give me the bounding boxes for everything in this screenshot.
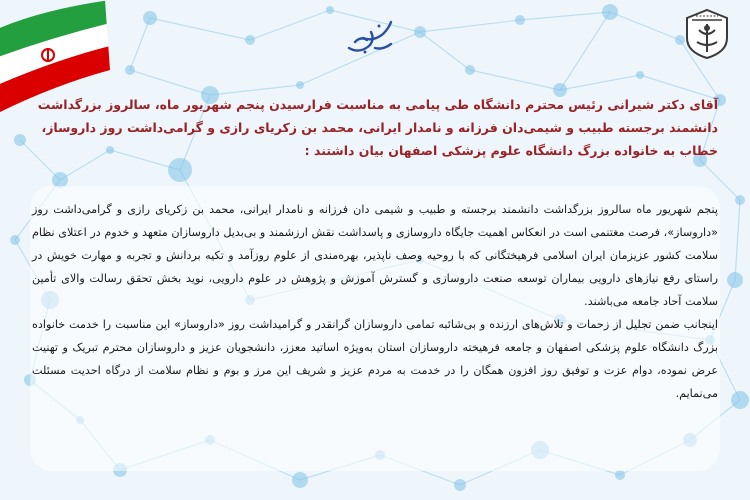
network-link: [470, 70, 560, 90]
network-node: [125, 65, 135, 75]
network-node: [727, 272, 743, 288]
network-node: [143, 11, 157, 25]
network-link: [560, 75, 640, 90]
message-paragraph: پنجم شهریور ماه سالروز بزرگداشت دانشمند برجسته و طبیب و شیمی دان فرزانه و نامدار ایرانی، محمد بن زکریای رازی و گرامی‌داشت روز «داروساز»، فرصت مغتنمی است در انعکاس اهمیت جایگاه داروسازی و پاسداشت نقش ارزشمند و بی‌بدیل داروسازان متعهد و خدوم در اعتلای نظام سلامت کشور عزیزمان ایران اسلامی فرهیختگانی که با روحیه وصف ناپذیر، بهره‌مندی از علوم روزآمد و تکیه بردانش و تجربه و مهارت خویش در راستای رفع نیازهای دارویی بیماران توسعه صنعت داروسازی و گسترش آموزش و پژوهش در علوم دارویی، نوید بخش تحقق رسالت والای تأمین سلامت آحاد جامعه می‌باشند.: [32, 203, 718, 308]
network-node: [636, 71, 644, 79]
network-node: [292, 472, 308, 488]
network-node: [602, 4, 618, 20]
university-emblem-icon: [682, 8, 732, 60]
network-link: [130, 18, 150, 70]
network-node: [615, 470, 625, 480]
network-node: [735, 195, 745, 205]
message-paragraph: اینجانب ضمن تجلیل از زحمات و تلاش‌های ارزنده و بی‌شائبه تمامی داروسازان گرانقدر و گرامیداشت روز «داروساز» این مناسبت را خدمت خانواده بزرگ دانشگاه علوم پزشکی اصفهان و جامعه فرهیخته داروسازان استان به‌ویژه اساتید معزز، دانشجویان عزیز و داروسازان محترم تبریک و تهنیت عرض نموده، دوام عزت و توفیق روز افزون همگان را در خدمت به مردم عزیز و شریف این مرز و بوم و نظام سلامت از درگاه احدیت مسئلت می‌نمایم.: [32, 318, 718, 400]
network-link: [735, 200, 740, 280]
network-node: [731, 391, 749, 409]
network-node: [414, 26, 426, 38]
network-link: [610, 12, 680, 40]
network-link: [250, 10, 330, 40]
network-link: [520, 12, 610, 20]
calligraphy-signature-icon: [345, 18, 395, 58]
network-link: [150, 18, 250, 40]
network-link: [420, 20, 520, 32]
network-node: [245, 35, 255, 45]
announcement-headline: آقای دکتر شیرانی رئیس محترم دانشگاه طی پیامی به مناسبت فرارسیدن پنجم شهریور ماه، سالروز بزرگداشت دانشمند برجسته طبیب و شیمی‌دان فرزانه و نامدار ایرانی، محمد بن زکریای رازی و گرامی‌داشت روز داروساز، خطاب به خانواده بزرگ دانشگاه علوم پزشکی اصفهان بیان داشتند :: [37, 97, 718, 158]
network-node: [296, 81, 304, 89]
network-link: [560, 12, 610, 90]
network-node: [515, 15, 525, 25]
message-body: [32, 198, 718, 405]
network-node: [326, 6, 334, 14]
network-node: [10, 235, 20, 245]
network-node: [454, 479, 466, 491]
network-link: [130, 70, 210, 95]
network-node: [14, 134, 26, 146]
network-node: [465, 65, 475, 75]
network-link: [420, 32, 470, 70]
